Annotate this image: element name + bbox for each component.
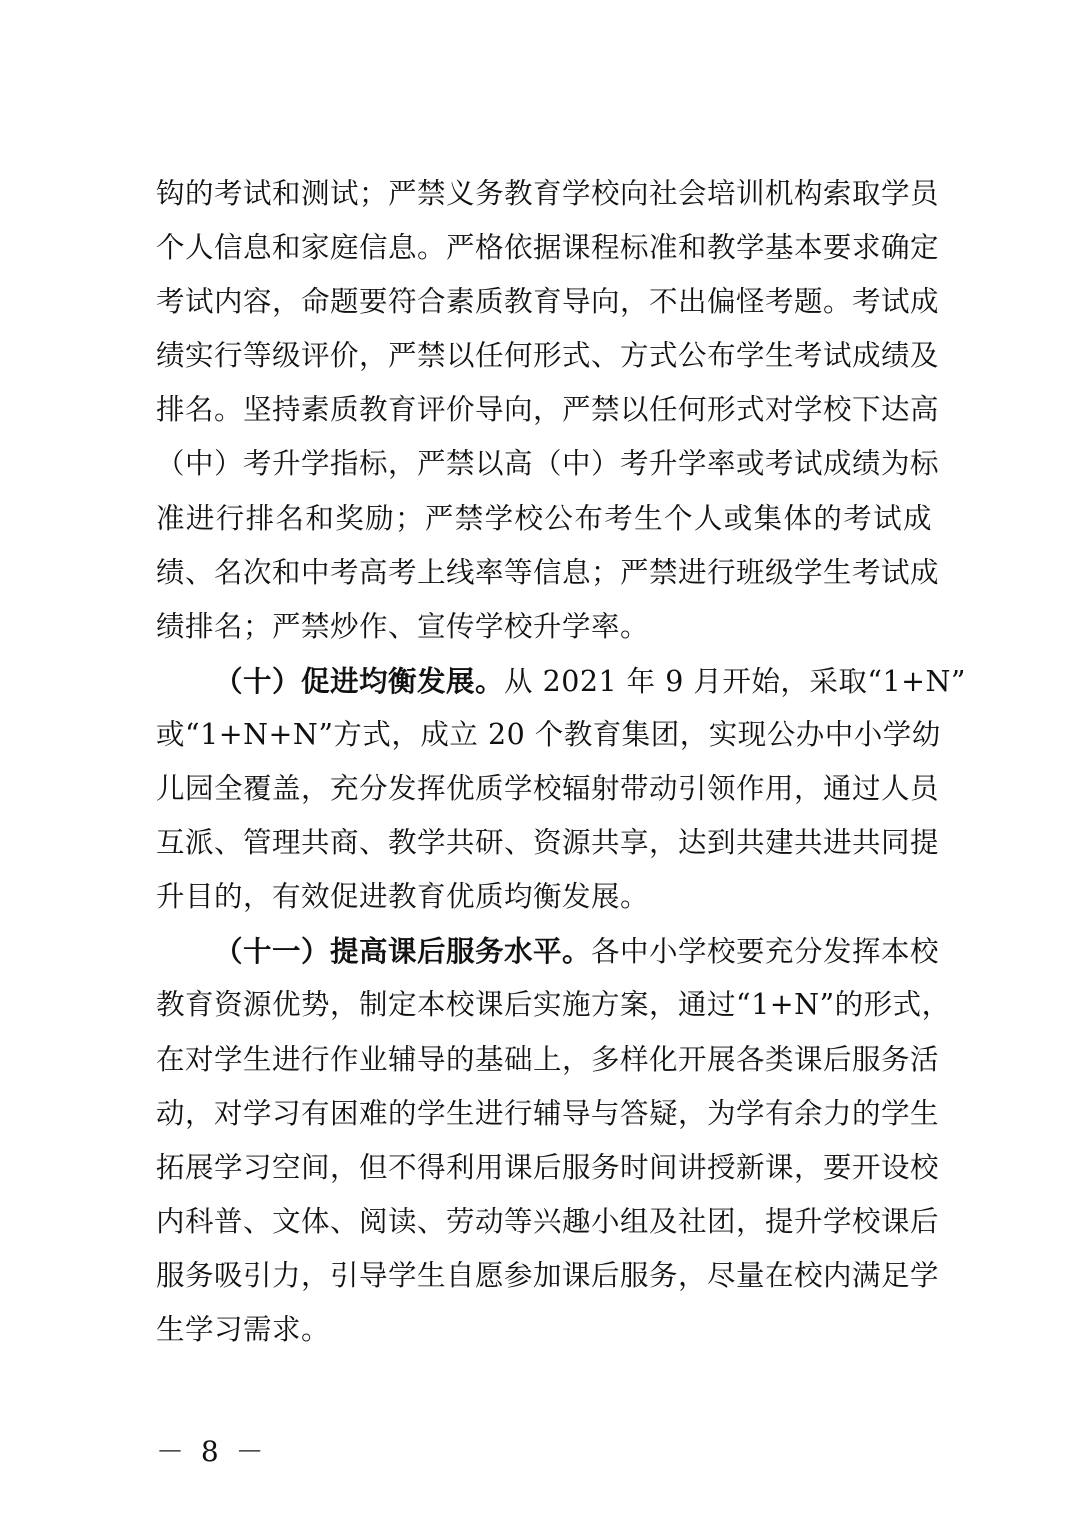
paragraph-1-line-5: 排名。坚持素质教育评价导向，严禁以任何形式对学校下达高: [156, 393, 940, 427]
section-11-line-3: 在对学生进行作业辅导的基础上，多样化开展各类课后服务活: [156, 1042, 940, 1076]
paragraph-1-line-8: 绩、名次和中考高考上线率等信息；严禁进行班级学生考试成: [156, 555, 940, 589]
section-11-line-2: 教育资源优势，制定本校课后实施方案，通过“1+N”的形式，: [156, 988, 951, 1022]
section-11-first-line: [156, 924, 940, 978]
section-10-line-2: 或“1+N+N”方式，成立 20 个教育集团，实现公办中小学幼: [156, 717, 941, 751]
document-body: [156, 167, 967, 1357]
section-11-line-4: 动，对学习有困难的学生进行辅导与答疑，为学有余力的学生: [156, 1096, 940, 1130]
section-11-heading: （十一）提高课后服务水平。: [214, 934, 592, 969]
paragraph-1-line-9: 绩排名；严禁炒作、宣传学校升学率。: [156, 609, 650, 643]
section-10-first-line-text: 从 2021 年 9 月开始，采取“1+N”: [504, 664, 967, 698]
section-10-line-5: 升目的，有效促进教育优质均衡发展。: [156, 880, 650, 914]
paragraph-1-line-6: （中）考升学指标，严禁以高（中）考升学率或考试成绩为标: [156, 447, 940, 481]
paragraph-1-line-4: 绩实行等级评价，严禁以任何形式、方式公布学生考试成绩及: [156, 339, 940, 373]
section-11-line-7: 服务吸引力，引导学生自愿参加课后服务，尽量在校内满足学: [156, 1258, 940, 1292]
section-11-first-line-text: 各中小学校要充分发挥本校: [591, 935, 940, 969]
page-number: － 8 －: [156, 1435, 268, 1468]
paragraph-1-line-1: 钩的考试和测试；严禁义务教育学校向社会培训机构索取学员: [156, 177, 940, 210]
section-10-first-line: [156, 654, 967, 708]
section-10-line-3: 儿园全覆盖，充分发挥优质学校辐射带动引领作用，通过人员: [156, 772, 940, 806]
section-11-line-8: 生学习需求。: [156, 1312, 331, 1346]
section-10-line-4: 互派、管理共商、教学共研、资源共享，达到共建共进共同提: [156, 826, 940, 860]
paragraph-1-line-3: 考试内容，命题要符合素质教育导向，不出偏怪考题。考试成: [156, 285, 940, 319]
paragraph-1-line-2: 个人信息和家庭信息。严格依据课程标准和教学基本要求确定: [156, 231, 940, 265]
section-11-line-5: 拓展学习空间，但不得利用课后服务时间讲授新课，要开设校: [156, 1150, 940, 1184]
section-10-heading: （十）促进均衡发展。: [214, 663, 505, 698]
section-11-line-6: 内科普、文体、阅读、劳动等兴趣小组及社团，提升学校课后: [156, 1204, 940, 1238]
paragraph-1-line-7: 准进行排名和奖励；严禁学校公布考生个人或集体的考试成: [156, 501, 932, 535]
